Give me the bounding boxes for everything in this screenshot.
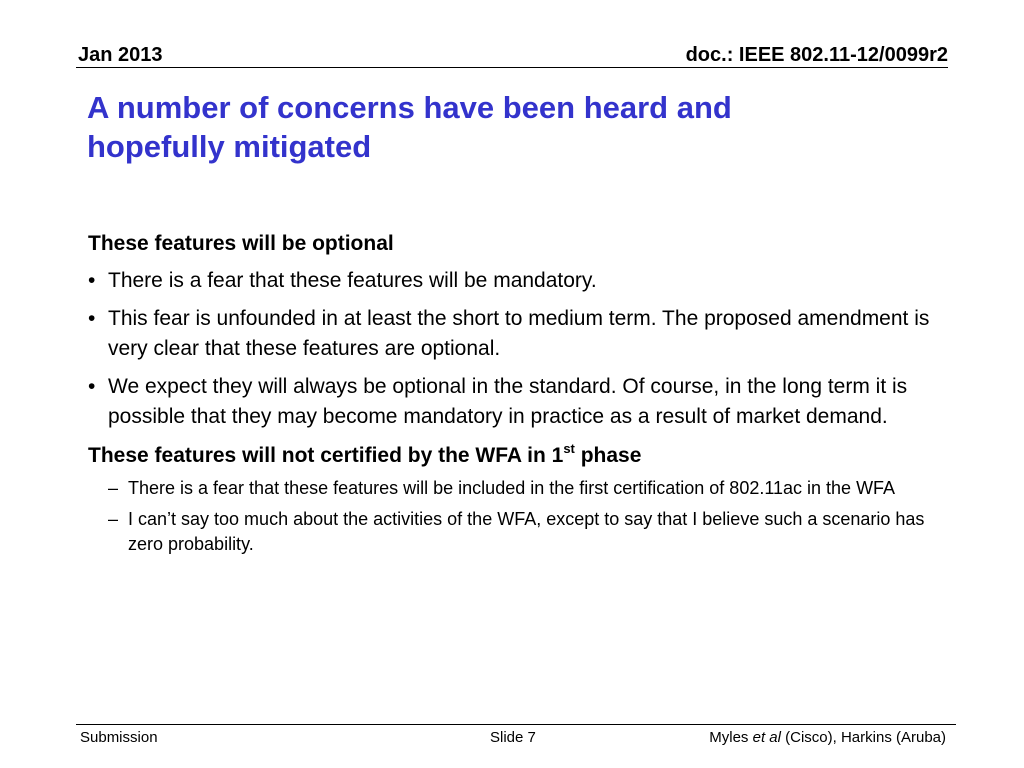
bullet-item: [88, 372, 948, 432]
section-heading-optional: These features will be optional: [88, 232, 394, 255]
footer-slide-number: Slide 7: [490, 729, 536, 746]
bullet-marker: •: [88, 375, 96, 398]
footer-authors-etal: et al: [752, 729, 781, 746]
sub-bullet-text: I can’t say too much about the activities of the WFA, except to say that I believe such a scenario has zero probability.: [128, 509, 925, 554]
dash-marker: –: [108, 509, 119, 529]
header-date: Jan 2013: [78, 44, 163, 66]
footer-submission: Submission: [80, 729, 158, 746]
bullet-text: We expect they will always be optional in the standard. Of course, in the long term it is possible that they may become mandatory in practice as a result of market demand.: [108, 375, 908, 428]
slide-title: [87, 88, 947, 166]
ordinal-superscript: st: [563, 441, 575, 456]
bullet-marker: •: [88, 307, 96, 330]
slide-title-line-1: A number of concerns have been heard and: [87, 90, 732, 125]
footer-rule: [76, 724, 956, 725]
footer-authors-affiliations: (Cisco), Harkins (Aruba): [780, 729, 946, 746]
bullet-item: [88, 304, 948, 364]
bullet-marker: •: [88, 269, 96, 292]
sub-bullet-text: There is a fear that these features will be included in the first certification of 802.11ac in the WFA: [128, 478, 896, 498]
footer-authors: [709, 729, 946, 746]
footer-authors-name: Myles: [709, 729, 753, 746]
section-heading-suffix: phase: [574, 444, 642, 467]
bullet-item: [88, 266, 948, 296]
section-heading-text: These features will not certified by the WFA in 1: [88, 444, 564, 467]
header-rule: [76, 67, 948, 68]
section-heading-certification: [88, 442, 948, 470]
slide-title-line-2: hopefully mitigated: [87, 129, 372, 164]
sub-bullet-item: [88, 507, 948, 557]
slide-body: [88, 230, 948, 557]
header-doc-id: doc.: IEEE 802.11-12/0099r2: [685, 44, 948, 66]
sub-bullet-item: [88, 476, 948, 501]
bullet-text: There is a fear that these features will be mandatory.: [108, 269, 597, 292]
dash-marker: –: [108, 478, 119, 498]
bullet-text: This fear is unfounded in at least the short to medium term. The proposed amendment is very clear that these features are optional.: [108, 307, 930, 360]
